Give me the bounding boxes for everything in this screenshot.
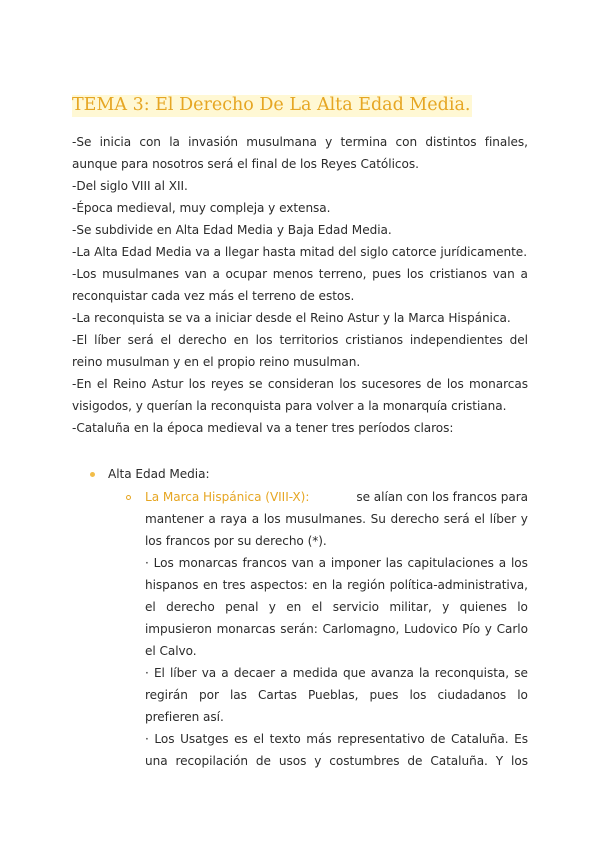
word: el bbox=[96, 377, 108, 391]
word: a bbox=[280, 666, 288, 680]
word: los bbox=[511, 754, 528, 768]
word: terreno, bbox=[318, 267, 367, 281]
intro-block bbox=[72, 131, 528, 439]
word: será bbox=[127, 333, 154, 347]
word: representativo bbox=[337, 732, 425, 746]
word: a bbox=[251, 512, 260, 526]
word: de bbox=[407, 754, 423, 768]
word: monarcas bbox=[469, 377, 528, 391]
text-line bbox=[145, 486, 528, 508]
text-line bbox=[145, 662, 528, 684]
word: en bbox=[233, 333, 249, 347]
text-line: los francos por su derecho (*). bbox=[145, 534, 327, 548]
text-line: -Época medieval, muy compleja y extensa. bbox=[72, 201, 331, 215]
word: Es bbox=[514, 732, 528, 746]
bullet-dot-icon bbox=[90, 463, 102, 485]
text-line: aunque para nosotros será el final de los Reyes Católicos. bbox=[72, 157, 419, 171]
word: Y bbox=[495, 754, 504, 768]
sub-bullet-item bbox=[145, 486, 528, 772]
word: · bbox=[145, 556, 149, 570]
word: Pío bbox=[462, 622, 481, 636]
word: y bbox=[314, 754, 322, 768]
word: los bbox=[339, 377, 357, 391]
word: derecho bbox=[166, 600, 215, 614]
word: Cataluña. bbox=[430, 754, 488, 768]
word: militar, bbox=[389, 600, 432, 614]
word: · bbox=[145, 732, 149, 746]
word: Los bbox=[153, 556, 174, 570]
text-line bbox=[145, 750, 528, 772]
word: · bbox=[145, 666, 149, 680]
word: líber bbox=[94, 333, 121, 347]
word: Reino bbox=[112, 377, 147, 391]
word: termina bbox=[340, 135, 388, 149]
word: inicia bbox=[99, 135, 132, 149]
word: raya bbox=[220, 512, 248, 526]
word: ciudadanos bbox=[437, 688, 507, 702]
word: los bbox=[446, 377, 464, 391]
word: el bbox=[253, 732, 265, 746]
word: Cartas bbox=[257, 688, 297, 702]
bullet-text: Alta Edad Media: bbox=[108, 467, 210, 481]
word: y bbox=[484, 622, 492, 636]
word: los bbox=[406, 267, 424, 281]
word: a bbox=[212, 267, 220, 281]
word: se bbox=[514, 666, 528, 680]
text-line: prefieren así. bbox=[145, 710, 224, 724]
word: texto bbox=[269, 732, 301, 746]
word: a bbox=[498, 556, 507, 570]
word: más bbox=[306, 732, 332, 746]
word: y bbox=[442, 600, 450, 614]
word: pues bbox=[372, 267, 401, 281]
word: derecho bbox=[178, 333, 227, 347]
word: el bbox=[474, 512, 485, 526]
text-line bbox=[72, 373, 528, 395]
word: monarcas bbox=[178, 556, 238, 570]
word: musulmanes bbox=[102, 267, 179, 281]
word: con bbox=[395, 135, 418, 149]
word: la bbox=[418, 666, 430, 680]
word: Carlomagno, bbox=[322, 622, 400, 636]
text-line: reconquistar cada vez más el terreno de estos. bbox=[72, 289, 355, 303]
word: avanza bbox=[370, 666, 414, 680]
text-line bbox=[145, 574, 528, 596]
word: los bbox=[510, 556, 528, 570]
word: de bbox=[255, 754, 271, 768]
word: francos bbox=[242, 556, 287, 570]
word: Astur bbox=[151, 377, 184, 391]
word: de bbox=[430, 732, 446, 746]
text-line: -Se subdivide en Alta Edad Media y Baja Edad Media. bbox=[72, 223, 392, 237]
text-line bbox=[72, 131, 528, 153]
word: capitulaciones bbox=[407, 556, 494, 570]
word: líber bbox=[489, 512, 517, 526]
word: recopilación bbox=[175, 754, 248, 768]
word: y bbox=[325, 135, 333, 149]
sub-bullet-heading: La Marca Hispánica (VIII-X): bbox=[145, 490, 310, 504]
word: hispanos bbox=[145, 578, 199, 592]
word: una bbox=[145, 754, 168, 768]
word: quienes bbox=[459, 600, 507, 614]
word: consideran bbox=[267, 377, 334, 391]
text-line bbox=[72, 329, 528, 351]
word: regirán bbox=[145, 688, 188, 702]
word: con bbox=[139, 135, 161, 149]
word: se bbox=[248, 377, 263, 391]
word: es bbox=[234, 732, 248, 746]
word: los bbox=[255, 333, 273, 347]
text-line bbox=[145, 552, 528, 574]
word: serán: bbox=[280, 622, 318, 636]
word: usos bbox=[278, 754, 307, 768]
word: por bbox=[198, 688, 219, 702]
word: las bbox=[385, 556, 403, 570]
word: aspectos: bbox=[250, 578, 308, 592]
word: y bbox=[520, 512, 528, 526]
text-line bbox=[145, 684, 528, 706]
word: -Los bbox=[72, 267, 97, 281]
word: que bbox=[342, 666, 366, 680]
word: lo bbox=[517, 688, 528, 702]
word: Los bbox=[154, 732, 175, 746]
word: -El bbox=[72, 333, 88, 347]
word: en bbox=[202, 578, 218, 592]
word: ocupar bbox=[225, 267, 268, 281]
word: decaer bbox=[233, 666, 276, 680]
word: a bbox=[221, 666, 229, 680]
word: a bbox=[318, 556, 326, 570]
text-line: -La reconquista se va a iniciar desde el Reino Astur y la Marca Hispánica. bbox=[72, 311, 511, 325]
word: de bbox=[426, 377, 442, 391]
word: territorios bbox=[279, 333, 339, 347]
text-line: -Cataluña en la época medieval va a tener tres períodos claros: bbox=[72, 421, 454, 435]
text-line bbox=[145, 596, 528, 618]
word: servicio bbox=[332, 600, 379, 614]
text-line: -Del siglo VIII al XII. bbox=[72, 179, 188, 193]
word: la bbox=[169, 135, 180, 149]
word: los bbox=[409, 688, 427, 702]
word: el bbox=[160, 333, 172, 347]
text-line bbox=[145, 508, 528, 530]
word: las bbox=[229, 688, 247, 702]
word: Ludovico bbox=[404, 622, 458, 636]
word: la bbox=[331, 578, 343, 592]
word: lo bbox=[517, 600, 528, 614]
text-line: -La Alta Edad Media va a llegar hasta mitad del siglo catorce jurídicamente. bbox=[72, 245, 527, 259]
word: Carlo bbox=[496, 622, 528, 636]
text-fragment: se alían con los francos para bbox=[356, 490, 528, 504]
word: El bbox=[153, 666, 165, 680]
word: van bbox=[184, 267, 207, 281]
word: costumbres bbox=[329, 754, 400, 768]
word: invasión bbox=[188, 135, 239, 149]
word: musulmana bbox=[246, 135, 317, 149]
text-line bbox=[145, 728, 528, 750]
word: cristianos bbox=[429, 267, 487, 281]
text-line bbox=[145, 618, 528, 640]
word: del bbox=[509, 333, 528, 347]
word: menos bbox=[272, 267, 314, 281]
word: mantener bbox=[145, 512, 204, 526]
word: Cataluña. bbox=[451, 732, 509, 746]
page-title bbox=[72, 92, 542, 118]
word: van bbox=[492, 267, 515, 281]
word: en bbox=[286, 600, 302, 614]
word: a bbox=[520, 267, 528, 281]
word: -En bbox=[72, 377, 92, 391]
word: a bbox=[208, 512, 216, 526]
word: Pueblas, bbox=[308, 688, 359, 702]
word: región bbox=[347, 578, 386, 592]
word: musulmanes. bbox=[285, 512, 366, 526]
word: distintos bbox=[425, 135, 477, 149]
word: derecho bbox=[390, 512, 440, 526]
text-line: reino musulman y en el propio reino musulman. bbox=[72, 355, 361, 369]
word: los bbox=[188, 377, 206, 391]
word: reyes bbox=[210, 377, 244, 391]
word: y bbox=[268, 600, 276, 614]
word: finales, bbox=[484, 135, 528, 149]
title-text: TEMA 3: El Derecho De La Alta Edad Media. bbox=[72, 95, 471, 115]
word: -Se bbox=[72, 135, 92, 149]
word: el bbox=[311, 600, 323, 614]
word: impusieron bbox=[145, 622, 212, 636]
word: en bbox=[312, 578, 328, 592]
word: cristianos bbox=[345, 333, 403, 347]
text-line: visigodos, y querían la reconquista para volver a la monarquía cristiana. bbox=[72, 399, 507, 413]
word: imponer bbox=[330, 556, 381, 570]
word: los bbox=[263, 512, 281, 526]
bullet-item bbox=[108, 463, 528, 485]
word: Usatges bbox=[180, 732, 229, 746]
word: reconquista, bbox=[434, 666, 510, 680]
word: será bbox=[443, 512, 470, 526]
word: líber bbox=[169, 666, 197, 680]
word: sucesores bbox=[361, 377, 422, 391]
word: penal bbox=[225, 600, 259, 614]
text-line: el Calvo. bbox=[145, 644, 197, 658]
word: van bbox=[291, 556, 314, 570]
word: política-administrativa, bbox=[389, 578, 528, 592]
word: independientes bbox=[409, 333, 503, 347]
word: Su bbox=[370, 512, 386, 526]
word: pues bbox=[369, 688, 399, 702]
text-line bbox=[72, 263, 528, 285]
word: el bbox=[145, 600, 156, 614]
word: medida bbox=[292, 666, 338, 680]
word: va bbox=[201, 666, 217, 680]
word: tres bbox=[222, 578, 246, 592]
bullet-ring-icon bbox=[126, 486, 138, 508]
word: monarcas bbox=[216, 622, 276, 636]
